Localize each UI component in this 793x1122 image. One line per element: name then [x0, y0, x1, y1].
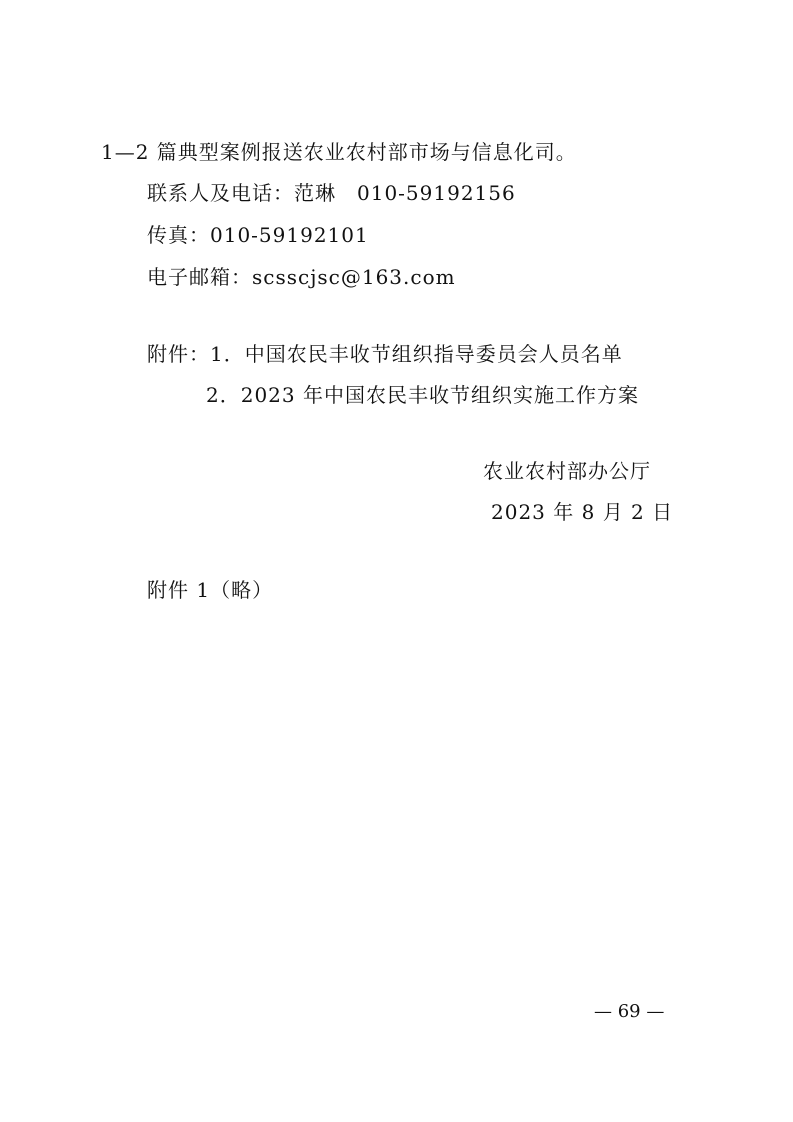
contact-person-phone: 联系人及电话：范琳 010-59192156	[147, 181, 516, 205]
signature-organization: 农业农村部办公厅	[483, 459, 651, 483]
attachment-1-heading: 附件 1（略）	[147, 578, 274, 602]
body-text-line: 1—2 篇典型案例报送农业农村部市场与信息化司。	[101, 140, 577, 164]
attachment-list-item-2: 2．2023 年中国农民丰收节组织实施工作方案	[206, 383, 639, 407]
attachment-list-item-1: 附件：1．中国农民丰收节组织指导委员会人员名单	[147, 342, 623, 366]
page-number: — 69 —	[594, 1001, 665, 1022]
signature-date: 2023 年 8 月 2 日	[491, 500, 674, 524]
fax-number: 传真：010-59192101	[147, 223, 369, 247]
email-address: 电子邮箱：scsscjsc@163.com	[147, 265, 456, 289]
